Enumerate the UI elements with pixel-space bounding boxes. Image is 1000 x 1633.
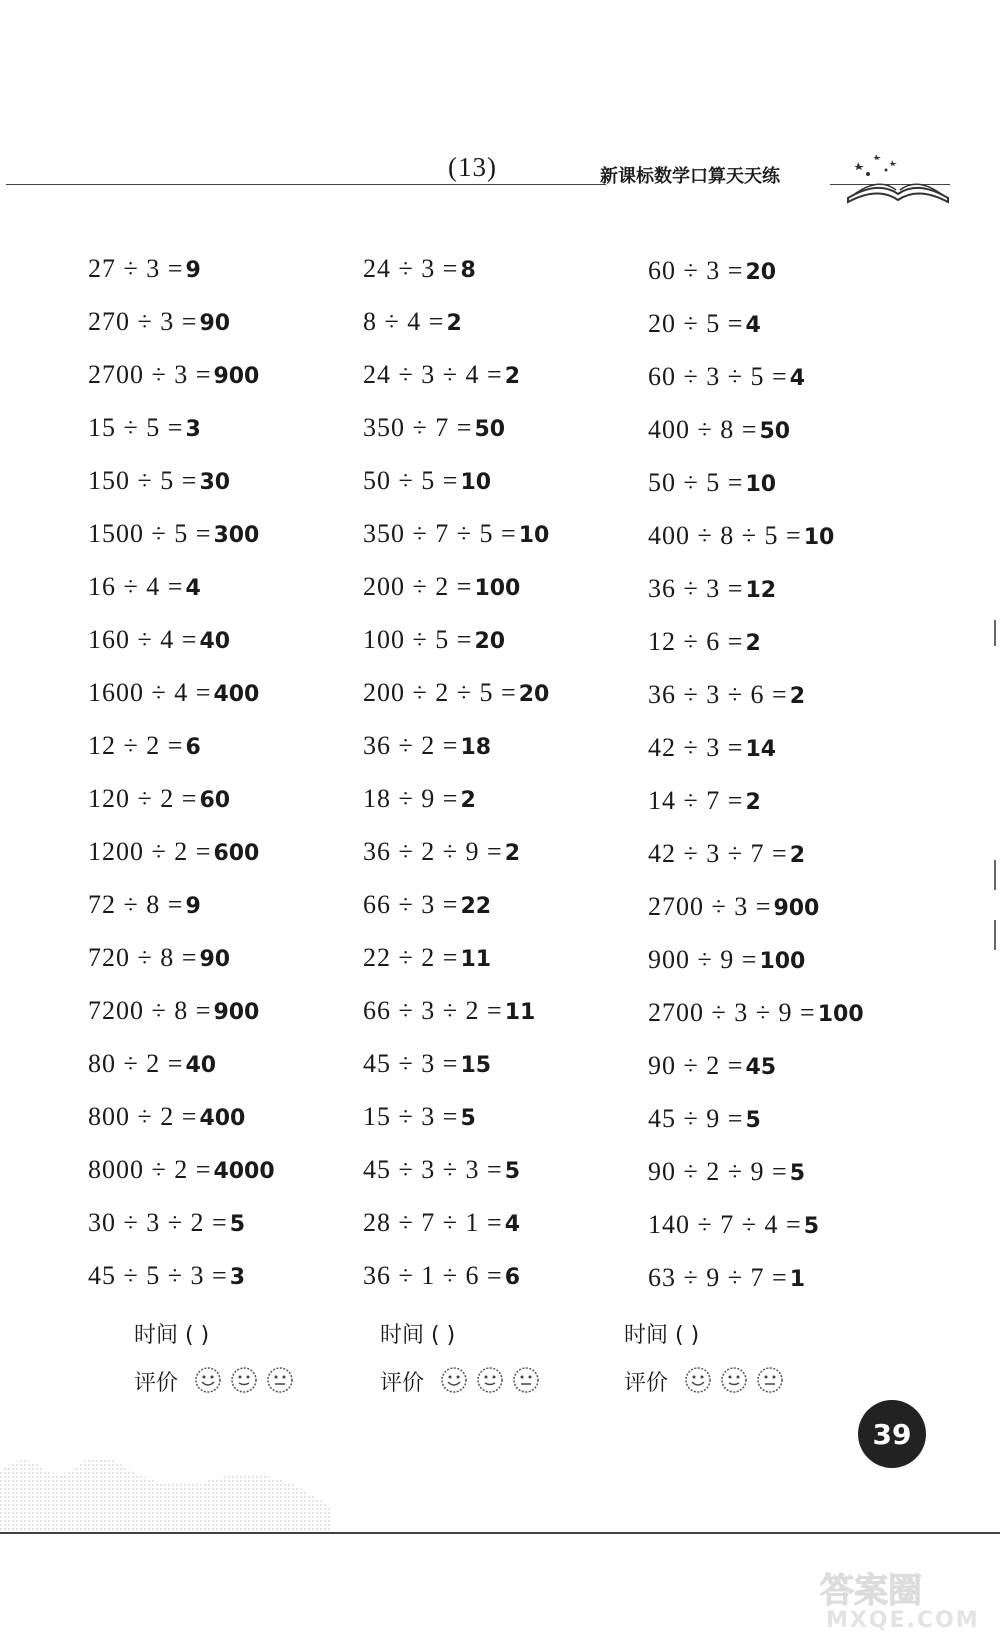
- answer-text: 100: [817, 1002, 864, 1027]
- problem-text: 18 ÷ 9 =: [363, 784, 459, 813]
- problem-text: 36 ÷ 3 =: [648, 574, 744, 603]
- problem-row: [363, 678, 549, 708]
- answer-text: 3: [229, 1265, 246, 1290]
- problem-text: 12 ÷ 2 =: [88, 731, 184, 760]
- time-label: 时间 ( ): [624, 1323, 700, 1348]
- answer-text: 90: [199, 947, 231, 972]
- problem-row: [648, 256, 776, 286]
- answer-text: 300: [213, 523, 260, 548]
- problem-text: 45 ÷ 3 =: [363, 1049, 459, 1078]
- answer-text: 400: [213, 682, 260, 707]
- problem-text: 800 ÷ 2 =: [88, 1102, 198, 1131]
- problem-text: 1600 ÷ 4 =: [88, 678, 212, 707]
- problem-row: [88, 254, 201, 284]
- problem-text: 14 ÷ 7 =: [648, 786, 744, 815]
- answer-text: 50: [474, 417, 506, 442]
- problem-row: [363, 254, 476, 284]
- answer-text: 2: [789, 843, 806, 868]
- series-title: 新课标数学口算天天练: [600, 166, 780, 187]
- problem-row: [88, 360, 259, 390]
- problem-text: 42 ÷ 3 ÷ 7 =: [648, 839, 788, 868]
- problem-text: 50 ÷ 5 =: [363, 466, 459, 495]
- problem-row: [88, 837, 259, 867]
- problem-row: [363, 1155, 520, 1185]
- problem-text: 45 ÷ 3 ÷ 3 =: [363, 1155, 503, 1184]
- problem-row: [363, 890, 491, 920]
- answer-text: 45: [745, 1055, 777, 1080]
- answer-text: 5: [789, 1161, 806, 1186]
- smile-face-icon[interactable]: [684, 1366, 712, 1394]
- problem-row: [88, 731, 201, 761]
- answer-text: 11: [504, 1000, 536, 1025]
- problem-row: [88, 466, 230, 496]
- answer-text: 4: [745, 313, 761, 338]
- problem-text: 90 ÷ 2 =: [648, 1051, 744, 1080]
- problem-text: 60 ÷ 3 ÷ 5 =: [648, 362, 788, 391]
- answer-text: 2: [460, 788, 476, 813]
- time-label: 时间 ( ): [380, 1323, 456, 1348]
- problem-row: [88, 572, 201, 602]
- answer-text: 400: [199, 1106, 246, 1131]
- problem-row: [648, 362, 805, 392]
- answer-text: 50: [759, 419, 791, 444]
- problem-text: 350 ÷ 7 =: [363, 413, 473, 442]
- smile-face-icon[interactable]: [194, 1366, 222, 1394]
- answer-text: 15: [460, 1053, 492, 1078]
- problem-row: [88, 307, 230, 337]
- problem-row: [648, 786, 761, 816]
- margin-marks: [992, 620, 998, 1000]
- rating-label: 评价: [134, 1371, 179, 1396]
- problem-text: 8 ÷ 4 =: [363, 307, 445, 336]
- smile-face-icon[interactable]: [230, 1366, 258, 1394]
- problem-text: 150 ÷ 5 =: [88, 466, 198, 495]
- problem-row: [363, 466, 491, 496]
- problem-row: [363, 307, 462, 337]
- answer-text: 40: [199, 629, 231, 654]
- problem-text: 120 ÷ 2 =: [88, 784, 198, 813]
- problem-text: 400 ÷ 8 ÷ 5 =: [648, 521, 802, 550]
- problem-text: 2700 ÷ 3 ÷ 9 =: [648, 998, 816, 1027]
- problem-text: 160 ÷ 4 =: [88, 625, 198, 654]
- answer-text: 4000: [213, 1159, 275, 1184]
- problem-row: [363, 625, 505, 655]
- smile-face-icon[interactable]: [720, 1366, 748, 1394]
- problem-text: 2700 ÷ 3 =: [648, 892, 772, 921]
- answer-text: 18: [460, 735, 492, 760]
- problem-row: [648, 627, 761, 657]
- answer-text: 10: [460, 470, 492, 495]
- problem-row: [648, 1157, 805, 1187]
- watermark-text: MXQE.COM: [826, 1608, 980, 1633]
- header-rule-left: [6, 184, 606, 185]
- rating-label: 评价: [380, 1371, 425, 1396]
- problem-row: [648, 892, 819, 922]
- problem-text: 36 ÷ 3 ÷ 6 =: [648, 680, 788, 709]
- problem-row: [648, 680, 805, 710]
- answer-text: 2: [745, 790, 761, 815]
- answer-text: 6: [504, 1265, 521, 1290]
- smile-face-icon[interactable]: [440, 1366, 468, 1394]
- problem-text: 1200 ÷ 2 =: [88, 837, 212, 866]
- problem-text: 24 ÷ 3 =: [363, 254, 459, 283]
- answer-text: 4: [789, 366, 806, 391]
- problem-row: [88, 625, 230, 655]
- open-book-icon: [838, 150, 958, 210]
- problem-text: 80 ÷ 2 =: [88, 1049, 184, 1078]
- problem-row: [648, 1104, 761, 1134]
- svg-text:答案圈: 答案圈: [820, 1571, 922, 1611]
- answer-text: 900: [213, 1000, 260, 1025]
- problem-text: 400 ÷ 8 =: [648, 415, 758, 444]
- problem-text: 8000 ÷ 2 =: [88, 1155, 212, 1184]
- answer-text: 10: [745, 472, 777, 497]
- neutral-face-icon[interactable]: [512, 1366, 540, 1394]
- problem-text: 60 ÷ 3 =: [648, 256, 744, 285]
- answer-text: 60: [199, 788, 231, 813]
- answer-text: 10: [518, 523, 550, 548]
- problem-row: [88, 413, 201, 443]
- problem-text: 15 ÷ 3 =: [363, 1102, 459, 1131]
- problem-text: 16 ÷ 4 =: [88, 572, 184, 601]
- problem-text: 28 ÷ 7 ÷ 1 =: [363, 1208, 503, 1237]
- answer-text: 5: [504, 1159, 521, 1184]
- problem-row: [363, 731, 491, 761]
- problem-text: 20 ÷ 5 =: [648, 309, 744, 338]
- problem-row: [648, 998, 864, 1028]
- problem-text: 66 ÷ 3 ÷ 2 =: [363, 996, 503, 1025]
- footer-rule: [0, 1532, 1000, 1534]
- answer-text: 900: [213, 364, 260, 389]
- problem-row: [363, 996, 535, 1026]
- problem-text: 7200 ÷ 8 =: [88, 996, 212, 1025]
- problem-row: [88, 1102, 245, 1132]
- problem-text: 50 ÷ 5 =: [648, 468, 744, 497]
- problem-text: 22 ÷ 2 =: [363, 943, 459, 972]
- problem-row: [363, 943, 491, 973]
- problem-row: [648, 521, 834, 551]
- problem-row: [648, 1051, 776, 1081]
- answer-text: 3: [185, 417, 201, 442]
- answer-text: 4: [185, 576, 201, 601]
- problem-text: 24 ÷ 3 ÷ 4 =: [363, 360, 503, 389]
- problem-row: [88, 890, 201, 920]
- rating-faces: [194, 1366, 294, 1394]
- answer-text: 14: [745, 737, 777, 762]
- answer-text: 12: [745, 578, 777, 603]
- answer-text: 900: [773, 896, 820, 921]
- answer-text: 6: [185, 735, 201, 760]
- answer-text: 10: [803, 525, 835, 550]
- problem-row: [363, 784, 476, 814]
- problem-text: 90 ÷ 2 ÷ 9 =: [648, 1157, 788, 1186]
- problem-row: [648, 733, 776, 763]
- problem-text: 30 ÷ 3 ÷ 2 =: [88, 1208, 228, 1237]
- problem-text: 36 ÷ 1 ÷ 6 =: [363, 1261, 503, 1290]
- answer-text: 20: [745, 260, 777, 285]
- problem-text: 66 ÷ 3 =: [363, 890, 459, 919]
- problem-row: [363, 360, 520, 390]
- problem-row: [88, 784, 230, 814]
- problem-row: [363, 519, 549, 549]
- problem-text: 140 ÷ 7 ÷ 4 =: [648, 1210, 802, 1239]
- problem-text: 27 ÷ 3 =: [88, 254, 184, 283]
- problem-row: [88, 996, 259, 1026]
- answer-text: 2: [446, 311, 462, 336]
- answer-text: 100: [759, 949, 806, 974]
- problem-text: 15 ÷ 5 =: [88, 413, 184, 442]
- page-number-badge: 39: [858, 1400, 926, 1468]
- page-header: [0, 150, 1000, 240]
- problem-text: 63 ÷ 9 ÷ 7 =: [648, 1263, 788, 1292]
- answer-text: 22: [460, 894, 492, 919]
- answer-text: 9: [185, 894, 201, 919]
- problem-row: [648, 1263, 805, 1293]
- problem-row: [648, 945, 805, 975]
- answer-text: 8: [460, 258, 476, 283]
- problem-row: [648, 839, 805, 869]
- problem-row: [648, 415, 790, 445]
- problem-row: [363, 1049, 491, 1079]
- problem-text: 36 ÷ 2 ÷ 9 =: [363, 837, 503, 866]
- neutral-face-icon[interactable]: [756, 1366, 784, 1394]
- answer-text: 40: [185, 1053, 217, 1078]
- time-label: 时间 ( ): [134, 1323, 210, 1348]
- problem-row: [648, 309, 761, 339]
- problem-row: [88, 519, 259, 549]
- problem-text: 12 ÷ 6 =: [648, 627, 744, 656]
- answer-text: 2: [789, 684, 806, 709]
- answer-text: 2: [504, 841, 521, 866]
- answer-text: 4: [504, 1212, 521, 1237]
- problem-text: 36 ÷ 2 =: [363, 731, 459, 760]
- decorative-wave: [0, 1452, 340, 1532]
- answer-text: 11: [460, 947, 492, 972]
- answer-text: 2: [745, 631, 761, 656]
- problem-text: 200 ÷ 2 =: [363, 572, 473, 601]
- problem-text: 200 ÷ 2 ÷ 5 =: [363, 678, 517, 707]
- problem-row: [88, 1049, 216, 1079]
- smile-face-icon[interactable]: [476, 1366, 504, 1394]
- answer-text: 5: [460, 1106, 476, 1131]
- problem-row: [88, 1261, 245, 1291]
- problem-text: 720 ÷ 8 =: [88, 943, 198, 972]
- problem-text: 42 ÷ 3 =: [648, 733, 744, 762]
- answer-text: 1: [789, 1267, 806, 1292]
- problem-row: [88, 1155, 275, 1185]
- problem-row: [363, 572, 520, 602]
- problem-row: [363, 413, 505, 443]
- problem-text: 45 ÷ 5 ÷ 3 =: [88, 1261, 228, 1290]
- problem-row: [648, 468, 776, 498]
- answer-text: 90: [199, 311, 231, 336]
- problem-row: [363, 837, 520, 867]
- problem-text: 350 ÷ 7 ÷ 5 =: [363, 519, 517, 548]
- answer-text: 100: [474, 576, 521, 601]
- answer-text: 5: [803, 1214, 820, 1239]
- answer-text: 9: [185, 258, 201, 283]
- problem-text: 45 ÷ 9 =: [648, 1104, 744, 1133]
- lesson-number: (13): [448, 152, 497, 182]
- problem-row: [88, 678, 259, 708]
- problem-text: 1500 ÷ 5 =: [88, 519, 212, 548]
- neutral-face-icon[interactable]: [266, 1366, 294, 1394]
- answer-text: 20: [474, 629, 506, 654]
- problem-text: 100 ÷ 5 =: [363, 625, 473, 654]
- problem-text: 72 ÷ 8 =: [88, 890, 184, 919]
- answer-text: 30: [199, 470, 231, 495]
- answer-text: 2: [504, 364, 521, 389]
- problem-row: [88, 943, 230, 973]
- problem-row: [363, 1261, 520, 1291]
- rating-faces: [440, 1366, 540, 1394]
- problem-row: [648, 574, 776, 604]
- rating-faces: [684, 1366, 784, 1394]
- answer-text: 5: [745, 1108, 761, 1133]
- problem-row: [648, 1210, 819, 1240]
- problem-text: 2700 ÷ 3 =: [88, 360, 212, 389]
- answer-text: 20: [518, 682, 550, 707]
- problem-row: [363, 1208, 520, 1238]
- problem-text: 270 ÷ 3 =: [88, 307, 198, 336]
- problem-row: [363, 1102, 476, 1132]
- answer-text: 600: [213, 841, 260, 866]
- problem-text: 900 ÷ 9 =: [648, 945, 758, 974]
- answer-text: 5: [229, 1212, 246, 1237]
- problem-row: [88, 1208, 245, 1238]
- rating-label: 评价: [624, 1371, 669, 1396]
